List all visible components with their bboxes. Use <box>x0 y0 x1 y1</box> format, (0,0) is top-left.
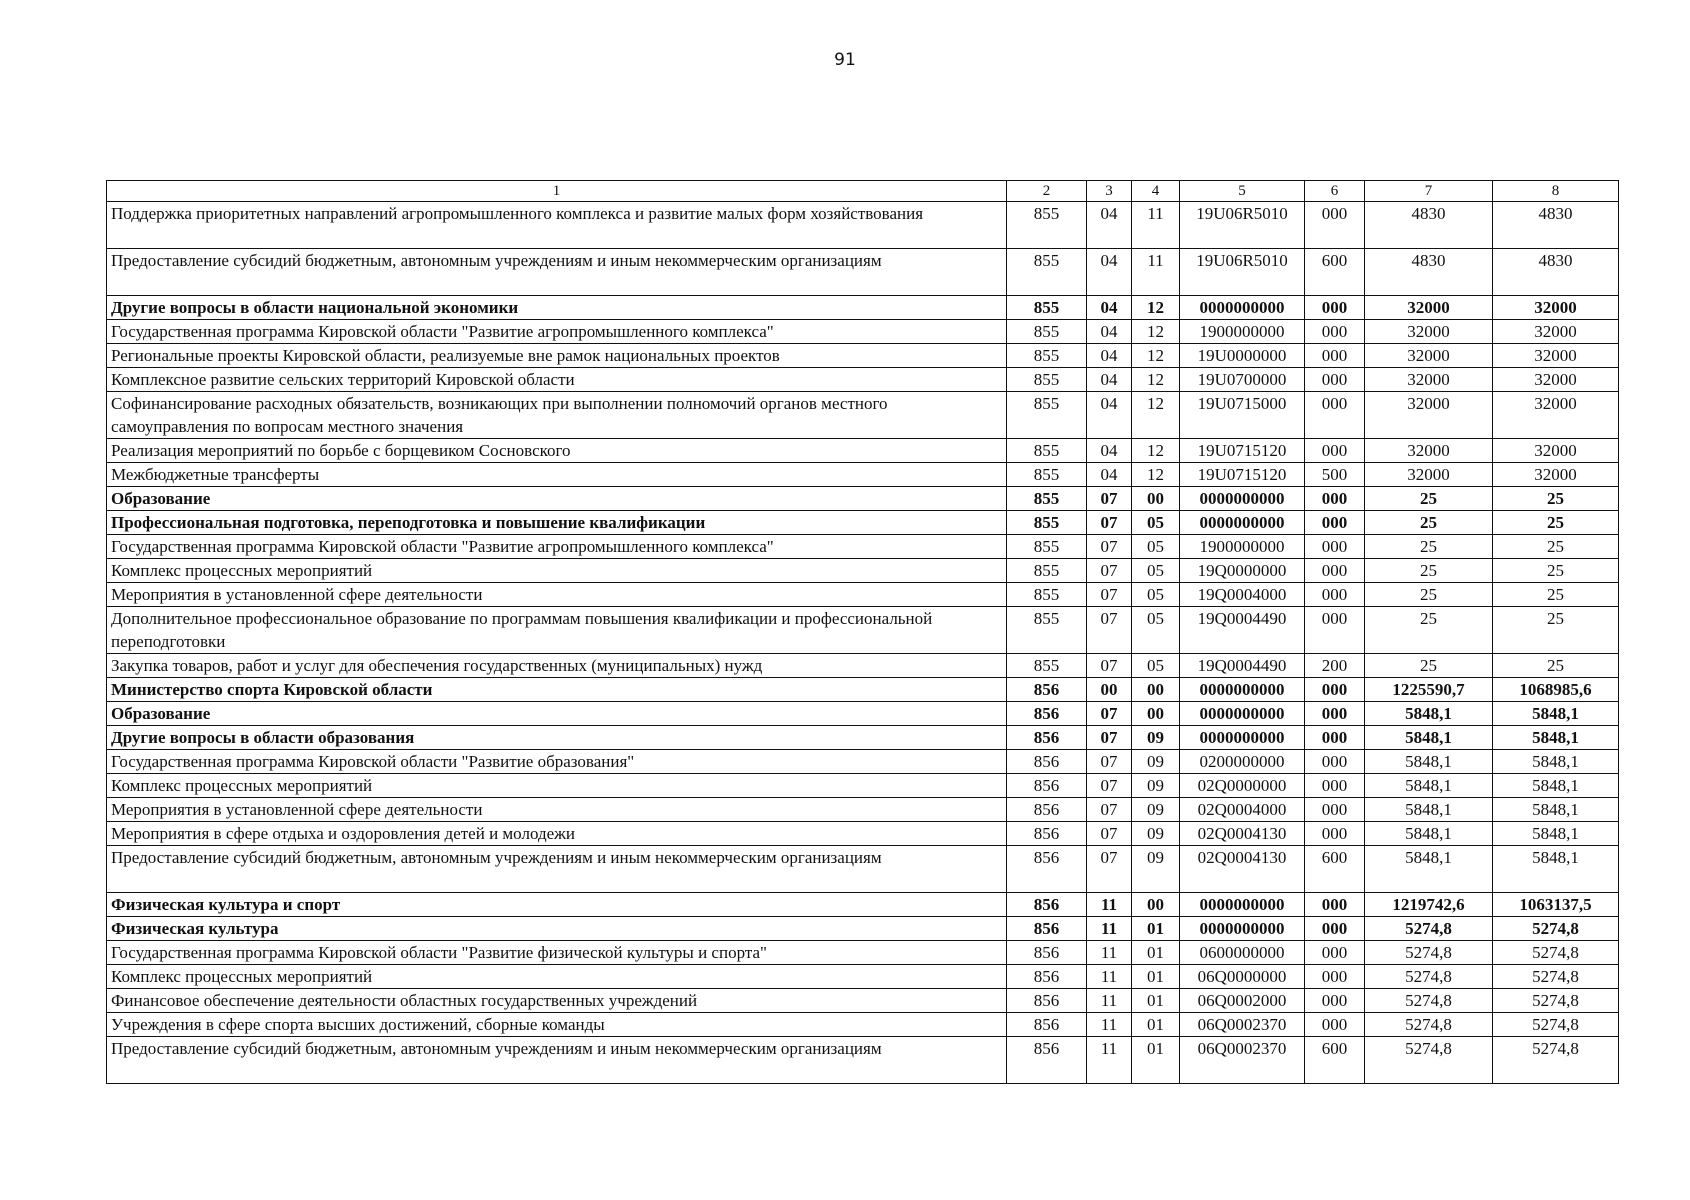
subsection-code-cell: 01 <box>1132 989 1180 1013</box>
target-article-cell: 0000000000 <box>1180 702 1305 726</box>
amount-year2-cell: 5274,8 <box>1493 1013 1619 1037</box>
amount-year2-cell: 5848,1 <box>1493 702 1619 726</box>
target-article-cell: 0000000000 <box>1180 893 1305 917</box>
page-number: 91 <box>834 50 856 70</box>
expense-type-cell: 000 <box>1305 607 1365 654</box>
ministry-code-cell: 856 <box>1007 774 1087 798</box>
subsection-code-cell: 00 <box>1132 678 1180 702</box>
amount-year2-cell: 32000 <box>1493 344 1619 368</box>
table-row <box>107 249 1619 296</box>
section-code-cell: 04 <box>1087 392 1132 439</box>
ministry-code-cell: 856 <box>1007 798 1087 822</box>
table-row <box>107 893 1619 917</box>
amount-year2-cell: 32000 <box>1493 463 1619 487</box>
subsection-code-cell: 09 <box>1132 726 1180 750</box>
budget-table <box>106 180 1619 1084</box>
amount-year2-cell: 25 <box>1493 607 1619 654</box>
ministry-code-cell: 855 <box>1007 511 1087 535</box>
expense-type-cell: 000 <box>1305 344 1365 368</box>
amount-year1-cell: 32000 <box>1365 439 1493 463</box>
row-name-cell: Комплекс процессных мероприятий <box>107 774 1007 798</box>
ministry-code-cell: 855 <box>1007 583 1087 607</box>
amount-year1-cell: 32000 <box>1365 368 1493 392</box>
subsection-code-cell: 00 <box>1132 487 1180 511</box>
target-article-cell: 0000000000 <box>1180 511 1305 535</box>
table-row <box>107 463 1619 487</box>
ministry-code-cell: 856 <box>1007 1013 1087 1037</box>
ministry-code-cell: 856 <box>1007 941 1087 965</box>
subsection-code-cell: 09 <box>1132 774 1180 798</box>
expense-type-cell: 000 <box>1305 202 1365 249</box>
table-row <box>107 726 1619 750</box>
ministry-code-cell: 855 <box>1007 607 1087 654</box>
expense-type-cell: 000 <box>1305 917 1365 941</box>
expense-type-cell: 000 <box>1305 392 1365 439</box>
expense-type-cell: 000 <box>1305 296 1365 320</box>
ministry-code-cell: 855 <box>1007 487 1087 511</box>
ministry-code-cell: 855 <box>1007 249 1087 296</box>
row-name-cell: Другие вопросы в области национальной экономики <box>107 296 1007 320</box>
expense-type-cell: 000 <box>1305 368 1365 392</box>
target-article-cell: 19U06R5010 <box>1180 249 1305 296</box>
table-row <box>107 1013 1619 1037</box>
amount-year2-cell: 25 <box>1493 511 1619 535</box>
amount-year1-cell: 5848,1 <box>1365 726 1493 750</box>
target-article-cell: 19U0715000 <box>1180 392 1305 439</box>
table-row <box>107 320 1619 344</box>
section-code-cell: 04 <box>1087 368 1132 392</box>
ministry-code-cell: 855 <box>1007 559 1087 583</box>
target-article-cell: 06Q0002370 <box>1180 1037 1305 1084</box>
target-article-cell: 0000000000 <box>1180 917 1305 941</box>
row-name-cell: Физическая культура и спорт <box>107 893 1007 917</box>
target-article-cell: 0600000000 <box>1180 941 1305 965</box>
target-article-cell: 02Q0004130 <box>1180 846 1305 893</box>
amount-year2-cell: 5848,1 <box>1493 798 1619 822</box>
section-code-cell: 07 <box>1087 798 1132 822</box>
section-code-cell: 07 <box>1087 583 1132 607</box>
table-row <box>107 439 1619 463</box>
section-code-cell: 04 <box>1087 249 1132 296</box>
target-article-cell: 06Q0000000 <box>1180 965 1305 989</box>
ministry-code-cell: 855 <box>1007 344 1087 368</box>
amount-year1-cell: 5848,1 <box>1365 774 1493 798</box>
ministry-code-cell: 856 <box>1007 1037 1087 1084</box>
table-row <box>107 822 1619 846</box>
target-article-cell: 0000000000 <box>1180 726 1305 750</box>
row-name-cell: Закупка товаров, работ и услуг для обеспечения государственных (муниципальных) нужд <box>107 654 1007 678</box>
table-row <box>107 678 1619 702</box>
table-row <box>107 917 1619 941</box>
subsection-code-cell: 05 <box>1132 654 1180 678</box>
table-header-row <box>107 181 1619 202</box>
amount-year1-cell: 5848,1 <box>1365 702 1493 726</box>
table-row <box>107 798 1619 822</box>
amount-year2-cell: 25 <box>1493 654 1619 678</box>
amount-year2-cell: 5848,1 <box>1493 846 1619 893</box>
amount-year1-cell: 4830 <box>1365 249 1493 296</box>
ministry-code-cell: 856 <box>1007 965 1087 989</box>
target-article-cell: 02Q0004130 <box>1180 822 1305 846</box>
row-name-cell: Поддержка приоритетных направлений агропромышленного комплекса и развитие малых форм хозяйствования <box>107 202 1007 249</box>
header-cell: 4 <box>1132 181 1180 202</box>
section-code-cell: 04 <box>1087 202 1132 249</box>
header-cell: 7 <box>1365 181 1493 202</box>
amount-year2-cell: 32000 <box>1493 296 1619 320</box>
subsection-code-cell: 12 <box>1132 296 1180 320</box>
amount-year1-cell: 4830 <box>1365 202 1493 249</box>
row-name-cell: Софинансирование расходных обязательств, возникающих при выполнении полномочий органов местного самоуправления по вопросам местного значения <box>107 392 1007 439</box>
section-code-cell: 04 <box>1087 463 1132 487</box>
section-code-cell: 11 <box>1087 893 1132 917</box>
ministry-code-cell: 856 <box>1007 750 1087 774</box>
expense-type-cell: 600 <box>1305 1037 1365 1084</box>
section-code-cell: 04 <box>1087 344 1132 368</box>
row-name-cell: Реализация мероприятий по борьбе с борщевиком Сосновского <box>107 439 1007 463</box>
row-name-cell: Комплексное развитие сельских территорий Кировской области <box>107 368 1007 392</box>
amount-year2-cell: 5848,1 <box>1493 822 1619 846</box>
subsection-code-cell: 01 <box>1132 965 1180 989</box>
target-article-cell: 19U0715120 <box>1180 439 1305 463</box>
expense-type-cell: 000 <box>1305 583 1365 607</box>
table-row <box>107 392 1619 439</box>
ministry-code-cell: 855 <box>1007 202 1087 249</box>
expense-type-cell: 000 <box>1305 487 1365 511</box>
subsection-code-cell: 05 <box>1132 559 1180 583</box>
subsection-code-cell: 01 <box>1132 1013 1180 1037</box>
row-name-cell: Другие вопросы в области образования <box>107 726 1007 750</box>
ministry-code-cell: 855 <box>1007 463 1087 487</box>
ministry-code-cell: 856 <box>1007 726 1087 750</box>
table-row <box>107 774 1619 798</box>
amount-year2-cell: 5274,8 <box>1493 1037 1619 1084</box>
subsection-code-cell: 09 <box>1132 846 1180 893</box>
table-row <box>107 559 1619 583</box>
amount-year1-cell: 5274,8 <box>1365 917 1493 941</box>
section-code-cell: 07 <box>1087 535 1132 559</box>
header-cell: 6 <box>1305 181 1365 202</box>
row-name-cell: Физическая культура <box>107 917 1007 941</box>
header-cell: 5 <box>1180 181 1305 202</box>
amount-year2-cell: 5848,1 <box>1493 750 1619 774</box>
expense-type-cell: 000 <box>1305 965 1365 989</box>
expense-type-cell: 000 <box>1305 702 1365 726</box>
table-row <box>107 296 1619 320</box>
amount-year1-cell: 32000 <box>1365 344 1493 368</box>
ministry-code-cell: 856 <box>1007 702 1087 726</box>
target-article-cell: 1900000000 <box>1180 320 1305 344</box>
subsection-code-cell: 01 <box>1132 1037 1180 1084</box>
target-article-cell: 06Q0002370 <box>1180 1013 1305 1037</box>
target-article-cell: 19U0000000 <box>1180 344 1305 368</box>
subsection-code-cell: 05 <box>1132 535 1180 559</box>
subsection-code-cell: 09 <box>1132 822 1180 846</box>
target-article-cell: 0000000000 <box>1180 487 1305 511</box>
row-name-cell: Финансовое обеспечение деятельности областных государственных учреждений <box>107 989 1007 1013</box>
row-name-cell: Мероприятия в установленной сфере деятельности <box>107 798 1007 822</box>
expense-type-cell: 500 <box>1305 463 1365 487</box>
target-article-cell: 0200000000 <box>1180 750 1305 774</box>
row-name-cell: Государственная программа Кировской области "Развитие агропромышленного комплекса" <box>107 320 1007 344</box>
expense-type-cell: 000 <box>1305 893 1365 917</box>
row-name-cell: Региональные проекты Кировской области, реализуемые вне рамок национальных проектов <box>107 344 1007 368</box>
subsection-code-cell: 00 <box>1132 702 1180 726</box>
expense-type-cell: 000 <box>1305 678 1365 702</box>
amount-year2-cell: 25 <box>1493 583 1619 607</box>
row-name-cell: Государственная программа Кировской области "Развитие физической культуры и спорта" <box>107 941 1007 965</box>
subsection-code-cell: 12 <box>1132 463 1180 487</box>
target-article-cell: 19Q0000000 <box>1180 559 1305 583</box>
subsection-code-cell: 11 <box>1132 202 1180 249</box>
ministry-code-cell: 855 <box>1007 320 1087 344</box>
section-code-cell: 07 <box>1087 702 1132 726</box>
section-code-cell: 11 <box>1087 941 1132 965</box>
ministry-code-cell: 855 <box>1007 296 1087 320</box>
amount-year1-cell: 5848,1 <box>1365 750 1493 774</box>
amount-year1-cell: 25 <box>1365 583 1493 607</box>
amount-year1-cell: 25 <box>1365 654 1493 678</box>
subsection-code-cell: 09 <box>1132 798 1180 822</box>
amount-year1-cell: 32000 <box>1365 463 1493 487</box>
section-code-cell: 07 <box>1087 487 1132 511</box>
row-name-cell: Предоставление субсидий бюджетным, автономным учреждениям и иным некоммерческим организациям <box>107 846 1007 893</box>
section-code-cell: 00 <box>1087 678 1132 702</box>
subsection-code-cell: 12 <box>1132 320 1180 344</box>
amount-year1-cell: 5848,1 <box>1365 846 1493 893</box>
amount-year2-cell: 4830 <box>1493 249 1619 296</box>
expense-type-cell: 000 <box>1305 511 1365 535</box>
row-name-cell: Комплекс процессных мероприятий <box>107 559 1007 583</box>
subsection-code-cell: 12 <box>1132 439 1180 463</box>
amount-year1-cell: 5274,8 <box>1365 965 1493 989</box>
section-code-cell: 07 <box>1087 822 1132 846</box>
subsection-code-cell: 05 <box>1132 607 1180 654</box>
target-article-cell: 0000000000 <box>1180 678 1305 702</box>
ministry-code-cell: 856 <box>1007 846 1087 893</box>
amount-year2-cell: 5848,1 <box>1493 726 1619 750</box>
table-row <box>107 1037 1619 1084</box>
table-row <box>107 487 1619 511</box>
subsection-code-cell: 01 <box>1132 941 1180 965</box>
amount-year1-cell: 1225590,7 <box>1365 678 1493 702</box>
target-article-cell: 19Q0004490 <box>1180 654 1305 678</box>
amount-year2-cell: 1063137,5 <box>1493 893 1619 917</box>
ministry-code-cell: 856 <box>1007 678 1087 702</box>
amount-year1-cell: 5274,8 <box>1365 989 1493 1013</box>
target-article-cell: 19Q0004000 <box>1180 583 1305 607</box>
amount-year2-cell: 32000 <box>1493 320 1619 344</box>
table-row <box>107 583 1619 607</box>
header-cell: 8 <box>1493 181 1619 202</box>
amount-year2-cell: 5274,8 <box>1493 941 1619 965</box>
amount-year2-cell: 25 <box>1493 559 1619 583</box>
section-code-cell: 11 <box>1087 989 1132 1013</box>
amount-year1-cell: 25 <box>1365 487 1493 511</box>
target-article-cell: 02Q0000000 <box>1180 774 1305 798</box>
amount-year2-cell: 25 <box>1493 487 1619 511</box>
expense-type-cell: 600 <box>1305 846 1365 893</box>
expense-type-cell: 000 <box>1305 559 1365 583</box>
expense-type-cell: 000 <box>1305 750 1365 774</box>
target-article-cell: 19U0700000 <box>1180 368 1305 392</box>
table-row <box>107 511 1619 535</box>
table-row <box>107 965 1619 989</box>
section-code-cell: 07 <box>1087 511 1132 535</box>
ministry-code-cell: 856 <box>1007 893 1087 917</box>
amount-year1-cell: 32000 <box>1365 392 1493 439</box>
row-name-cell: Министерство спорта Кировской области <box>107 678 1007 702</box>
amount-year1-cell: 5274,8 <box>1365 941 1493 965</box>
row-name-cell: Учреждения в сфере спорта высших достижений, сборные команды <box>107 1013 1007 1037</box>
section-code-cell: 04 <box>1087 439 1132 463</box>
amount-year2-cell: 32000 <box>1493 368 1619 392</box>
ministry-code-cell: 856 <box>1007 917 1087 941</box>
amount-year1-cell: 1219742,6 <box>1365 893 1493 917</box>
row-name-cell: Предоставление субсидий бюджетным, автономным учреждениям и иным некоммерческим организациям <box>107 1037 1007 1084</box>
expense-type-cell: 000 <box>1305 989 1365 1013</box>
amount-year2-cell: 5274,8 <box>1493 965 1619 989</box>
row-name-cell: Мероприятия в установленной сфере деятельности <box>107 583 1007 607</box>
ministry-code-cell: 855 <box>1007 654 1087 678</box>
ministry-code-cell: 855 <box>1007 439 1087 463</box>
section-code-cell: 07 <box>1087 559 1132 583</box>
row-name-cell: Образование <box>107 702 1007 726</box>
table-row <box>107 344 1619 368</box>
ministry-code-cell: 855 <box>1007 392 1087 439</box>
section-code-cell: 11 <box>1087 1037 1132 1084</box>
section-code-cell: 07 <box>1087 726 1132 750</box>
row-name-cell: Государственная программа Кировской области "Развитие образования" <box>107 750 1007 774</box>
expense-type-cell: 000 <box>1305 535 1365 559</box>
table-row <box>107 368 1619 392</box>
expense-type-cell: 000 <box>1305 941 1365 965</box>
amount-year2-cell: 1068985,6 <box>1493 678 1619 702</box>
section-code-cell: 07 <box>1087 774 1132 798</box>
header-cell: 1 <box>107 181 1007 202</box>
section-code-cell: 07 <box>1087 654 1132 678</box>
table-row <box>107 702 1619 726</box>
section-code-cell: 04 <box>1087 320 1132 344</box>
expense-type-cell: 600 <box>1305 249 1365 296</box>
ministry-code-cell: 855 <box>1007 535 1087 559</box>
expense-type-cell: 200 <box>1305 654 1365 678</box>
subsection-code-cell: 12 <box>1132 368 1180 392</box>
row-name-cell: Межбюджетные трансферты <box>107 463 1007 487</box>
row-name-cell: Мероприятия в сфере отдыха и оздоровления детей и молодежи <box>107 822 1007 846</box>
row-name-cell: Государственная программа Кировской области "Развитие агропромышленного комплекса" <box>107 535 1007 559</box>
target-article-cell: 02Q0004000 <box>1180 798 1305 822</box>
target-article-cell: 19Q0004490 <box>1180 607 1305 654</box>
table-row <box>107 750 1619 774</box>
row-name-cell: Комплекс процессных мероприятий <box>107 965 1007 989</box>
subsection-code-cell: 01 <box>1132 917 1180 941</box>
section-code-cell: 07 <box>1087 846 1132 893</box>
target-article-cell: 19U0715120 <box>1180 463 1305 487</box>
subsection-code-cell: 12 <box>1132 344 1180 368</box>
table-row <box>107 607 1619 654</box>
amount-year1-cell: 25 <box>1365 535 1493 559</box>
subsection-code-cell: 11 <box>1132 249 1180 296</box>
ministry-code-cell: 855 <box>1007 368 1087 392</box>
table-row <box>107 989 1619 1013</box>
section-code-cell: 11 <box>1087 965 1132 989</box>
header-cell: 2 <box>1007 181 1087 202</box>
row-name-cell: Дополнительное профессиональное образование по программам повышения квалификации и профессиональной переподготовки <box>107 607 1007 654</box>
amount-year1-cell: 32000 <box>1365 296 1493 320</box>
subsection-code-cell: 05 <box>1132 583 1180 607</box>
table-row <box>107 654 1619 678</box>
amount-year2-cell: 25 <box>1493 535 1619 559</box>
amount-year1-cell: 32000 <box>1365 320 1493 344</box>
amount-year1-cell: 5274,8 <box>1365 1013 1493 1037</box>
subsection-code-cell: 09 <box>1132 750 1180 774</box>
ministry-code-cell: 856 <box>1007 822 1087 846</box>
ministry-code-cell: 856 <box>1007 989 1087 1013</box>
amount-year2-cell: 5274,8 <box>1493 989 1619 1013</box>
table-row <box>107 535 1619 559</box>
table-row <box>107 846 1619 893</box>
subsection-code-cell: 12 <box>1132 392 1180 439</box>
section-code-cell: 04 <box>1087 296 1132 320</box>
section-code-cell: 07 <box>1087 607 1132 654</box>
amount-year2-cell: 5848,1 <box>1493 774 1619 798</box>
header-cell: 3 <box>1087 181 1132 202</box>
row-name-cell: Образование <box>107 487 1007 511</box>
expense-type-cell: 000 <box>1305 1013 1365 1037</box>
target-article-cell: 19U06R5010 <box>1180 202 1305 249</box>
expense-type-cell: 000 <box>1305 822 1365 846</box>
amount-year1-cell: 5274,8 <box>1365 1037 1493 1084</box>
table-row <box>107 941 1619 965</box>
expense-type-cell: 000 <box>1305 774 1365 798</box>
target-article-cell: 1900000000 <box>1180 535 1305 559</box>
expense-type-cell: 000 <box>1305 798 1365 822</box>
amount-year2-cell: 32000 <box>1493 392 1619 439</box>
amount-year1-cell: 25 <box>1365 559 1493 583</box>
section-code-cell: 11 <box>1087 1013 1132 1037</box>
table-body <box>107 202 1619 1084</box>
table-row <box>107 202 1619 249</box>
amount-year1-cell: 5848,1 <box>1365 798 1493 822</box>
expense-type-cell: 000 <box>1305 726 1365 750</box>
amount-year2-cell: 5274,8 <box>1493 917 1619 941</box>
section-code-cell: 07 <box>1087 750 1132 774</box>
amount-year2-cell: 4830 <box>1493 202 1619 249</box>
subsection-code-cell: 05 <box>1132 511 1180 535</box>
section-code-cell: 11 <box>1087 917 1132 941</box>
expense-type-cell: 000 <box>1305 320 1365 344</box>
target-article-cell: 0000000000 <box>1180 296 1305 320</box>
row-name-cell: Профессиональная подготовка, переподготовка и повышение квалификации <box>107 511 1007 535</box>
target-article-cell: 06Q0002000 <box>1180 989 1305 1013</box>
amount-year1-cell: 25 <box>1365 607 1493 654</box>
amount-year1-cell: 25 <box>1365 511 1493 535</box>
amount-year2-cell: 32000 <box>1493 439 1619 463</box>
row-name-cell: Предоставление субсидий бюджетным, автономным учреждениям и иным некоммерческим организациям <box>107 249 1007 296</box>
amount-year1-cell: 5848,1 <box>1365 822 1493 846</box>
subsection-code-cell: 00 <box>1132 893 1180 917</box>
expense-type-cell: 000 <box>1305 439 1365 463</box>
